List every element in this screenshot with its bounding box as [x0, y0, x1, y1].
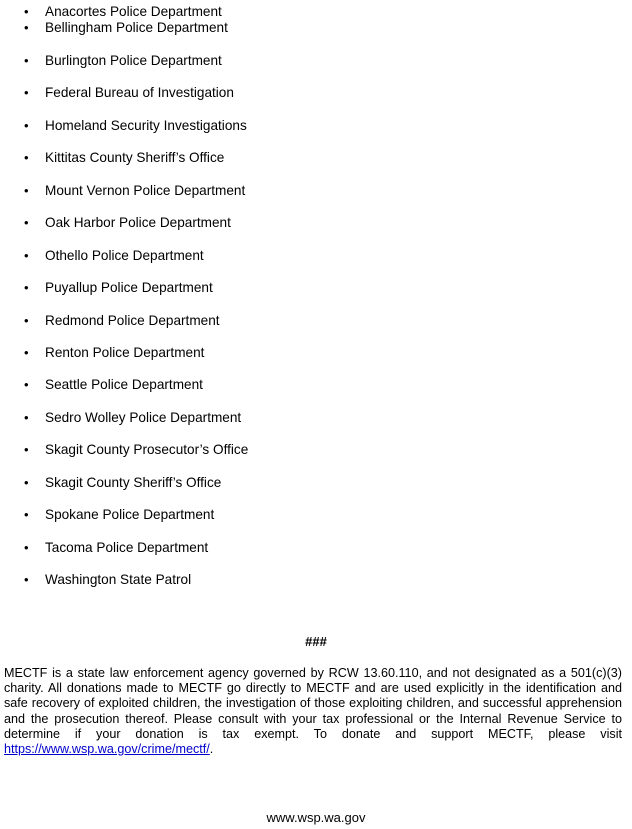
disclaimer-text: MECTF is a state law enforcement agency governed by RCW 13.60.110, and not designated as a 501(c)(3) charity. All donations made to MECTF go directly to MECTF and are used explicitly in the identification and safe recovery of exploited children, the investigation of those exploiting children, and successful apprehension and the prosecution thereof. Please consult with your tax professional or the Internal Revenue Service to determine if your donation is tax exempt. To donate and support MECTF, please visit: [4, 666, 622, 741]
agency-name: Sedro Wolley Police Department: [45, 410, 242, 425]
agency-name: Washington State Patrol: [45, 572, 192, 587]
agency-name: Burlington Police Department: [45, 53, 222, 68]
list-item: [0, 441, 600, 459]
bullet-icon: •: [24, 313, 29, 328]
list-item: [0, 84, 600, 102]
agency-name: Federal Bureau of Investigation: [45, 85, 234, 100]
agency-name: Anacortes Police Department: [45, 4, 222, 19]
agency-name: Seattle Police Department: [45, 377, 203, 392]
agency-name: Spokane Police Department: [45, 507, 215, 522]
donation-disclaimer: [4, 666, 622, 757]
agency-name: Othello Police Department: [45, 248, 204, 263]
bullet-icon: •: [24, 118, 29, 133]
disclaimer-trailing: .: [209, 742, 214, 757]
list-item: [0, 149, 600, 167]
agency-name: Redmond Police Department: [45, 313, 220, 328]
agency-name: Bellingham Police Department: [45, 20, 228, 35]
list-item: [0, 474, 600, 492]
agency-name: Mount Vernon Police Department: [45, 183, 246, 198]
bullet-icon: •: [24, 540, 29, 555]
list-item: [0, 19, 600, 37]
list-item: [0, 409, 600, 427]
bullet-icon: •: [24, 150, 29, 165]
bullet-icon: •: [24, 183, 29, 198]
agency-name: Skagit County Prosecutor’s Office: [45, 442, 249, 457]
agency-name: Tacoma Police Department: [45, 540, 209, 555]
bullet-icon: •: [24, 85, 29, 100]
bullet-icon: •: [24, 377, 29, 392]
list-item: [0, 247, 600, 265]
agency-name: Oak Harbor Police Department: [45, 215, 231, 230]
list-item: [0, 117, 600, 135]
bullet-icon: •: [24, 53, 29, 68]
bullet-icon: •: [24, 572, 29, 587]
list-item: [0, 182, 600, 200]
donate-link[interactable]: https://www.wsp.wa.gov/crime/mectf/: [4, 742, 210, 757]
list-item: [0, 214, 600, 232]
list-item: [0, 539, 600, 557]
list-item: [0, 312, 600, 330]
agency-name: Kittitas County Sheriff’s Office: [45, 150, 225, 165]
bullet-icon: •: [24, 20, 29, 35]
bullet-icon: •: [24, 345, 29, 360]
agency-name: Renton Police Department: [45, 345, 205, 360]
list-item: [0, 279, 600, 297]
bullet-icon: •: [24, 280, 29, 295]
bullet-icon: •: [24, 475, 29, 490]
list-item: [0, 506, 600, 524]
agency-name: Skagit County Sheriff’s Office: [45, 475, 222, 490]
bullet-icon: •: [24, 507, 29, 522]
footer-url: www.wsp.wa.gov: [266, 810, 366, 825]
bullet-icon: •: [24, 248, 29, 263]
bullet-icon: •: [24, 215, 29, 230]
bullet-icon: •: [24, 442, 29, 457]
agency-name: Puyallup Police Department: [45, 280, 213, 295]
list-item: [0, 344, 600, 362]
list-item: [0, 52, 600, 70]
agency-name: Homeland Security Investigations: [45, 118, 247, 133]
list-item: [0, 376, 600, 394]
bullet-icon: •: [24, 410, 29, 425]
bullet-icon: •: [24, 4, 29, 19]
list-item: [0, 571, 600, 589]
section-separator: ###: [305, 634, 327, 649]
